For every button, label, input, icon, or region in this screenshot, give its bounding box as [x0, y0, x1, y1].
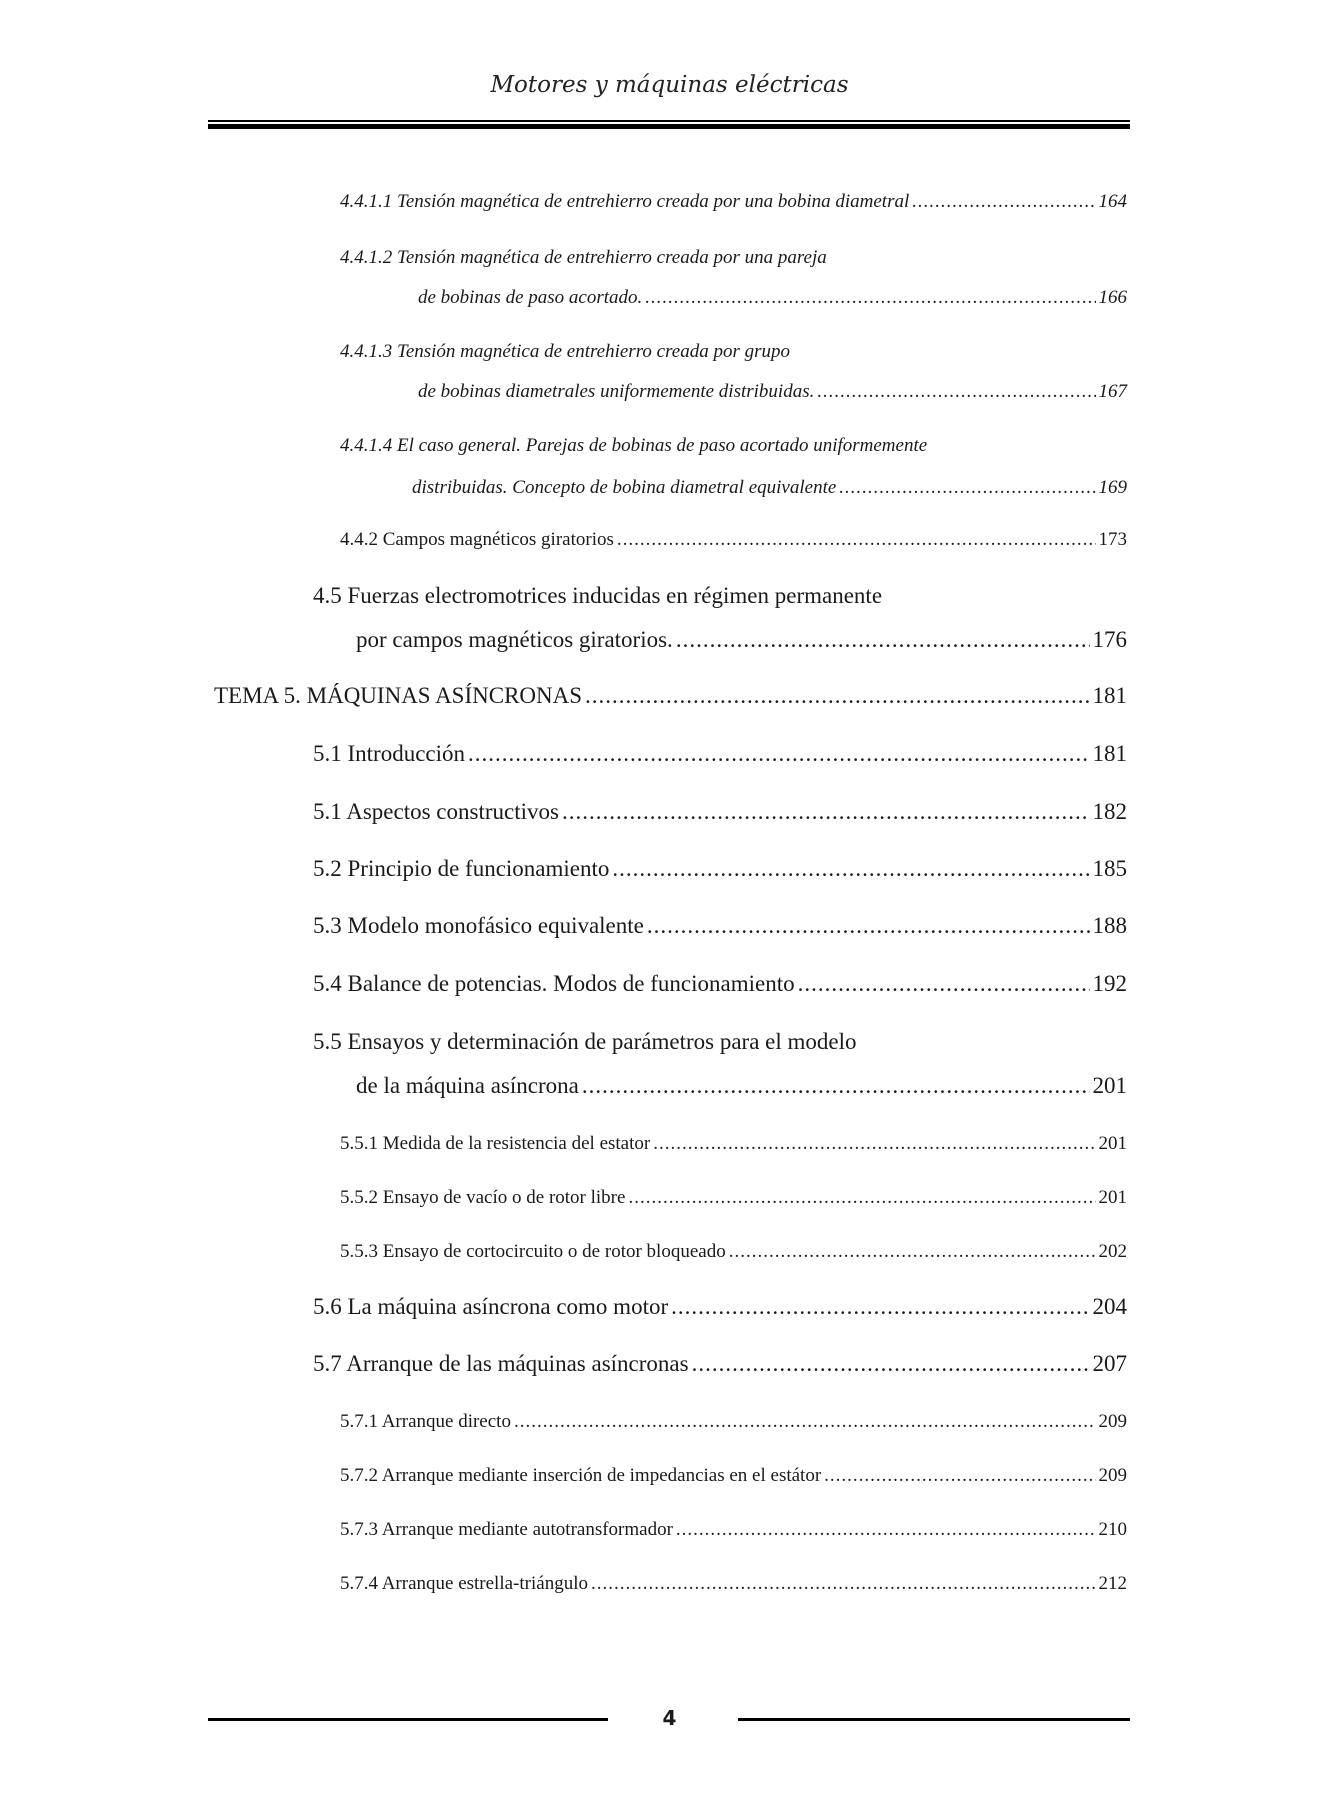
toc-entry-title-continued: de bobinas de paso acortado.	[418, 287, 643, 308]
toc-page-number: 209	[1098, 1465, 1127, 1486]
toc-leader-dots	[582, 1074, 1090, 1097]
toc-entry-5-6[interactable]	[313, 1295, 1127, 1318]
toc-entry-5-5[interactable]	[356, 1074, 1127, 1097]
toc-entry-5-4[interactable]	[313, 972, 1127, 995]
toc-entry-title: 4.4.2 Campos magnéticos giratorios	[340, 529, 614, 550]
toc-entry-4-4-1-2-title: 4.4.1.2 Tensión magnética de entrehierro creada por una pareja	[340, 247, 827, 268]
toc-entry-title: 5.1 Introducción	[313, 741, 466, 766]
toc-leader-dots	[562, 800, 1090, 823]
toc-leader-dots	[817, 382, 1095, 401]
toc-entry-title: 5.7.4 Arranque estrella-triángulo	[340, 1573, 588, 1594]
toc-entry-4-4-2[interactable]	[340, 530, 1127, 549]
toc-entry-5-5-3[interactable]	[340, 1242, 1127, 1261]
toc-entry-title: 5.5.2 Ensayo de vacío o de rotor libre	[340, 1187, 626, 1208]
toc-chapter-tema-5[interactable]	[214, 684, 1127, 707]
toc-entry-title: 5.5.3 Ensayo de cortocircuito o de rotor bloqueado	[340, 1241, 726, 1262]
toc-page-number: 166	[1098, 287, 1127, 308]
toc-entry-4-5[interactable]	[356, 628, 1127, 651]
toc-page-number: 212	[1098, 1573, 1127, 1594]
toc-entry-title: 5.5.1 Medida de la resistencia del estator	[340, 1133, 651, 1154]
toc-entry-title-continued: de bobinas diametrales uniformemente distribuidas.	[418, 381, 815, 402]
header-rule-thick	[208, 124, 1130, 129]
header-rule-thin	[208, 120, 1130, 122]
toc-leader-dots	[671, 1295, 1089, 1318]
toc-entry-4-4-1-3[interactable]	[418, 382, 1127, 401]
toc-page-number: 185	[1092, 856, 1127, 881]
toc-page-number: 169	[1098, 477, 1127, 498]
toc-entry-title: 5.6 La máquina asíncrona como motor	[313, 1294, 669, 1319]
toc-entry-5-5-title: 5.5 Ensayos y determinación de parámetros para el modelo	[313, 1029, 857, 1054]
toc-entry-title: 5.1 Aspectos constructivos	[313, 799, 559, 824]
toc-page-number: 176	[1092, 627, 1127, 652]
toc-entry-4-4-1-3-title: 4.4.1.3 Tensión magnética de entrehierro creada por grupo	[340, 341, 790, 362]
toc-entry-title: 4.4.1.1 Tensión magnética de entrehierro creada por una bobina diametral	[340, 191, 910, 212]
toc-entry-title: 5.7.3 Arranque mediante autotransformador	[340, 1519, 673, 1540]
toc-leader-dots	[798, 972, 1090, 995]
page-number: 4	[662, 1706, 677, 1730]
toc-entry-4-4-1-2[interactable]	[418, 288, 1127, 307]
toc-entry-title: 5.7.1 Arranque directo	[340, 1411, 511, 1432]
toc-entry-title: 5.3 Modelo monofásico equivalente	[313, 913, 644, 938]
toc-page-number: 209	[1098, 1411, 1127, 1432]
toc-page-number: 173	[1098, 529, 1127, 550]
toc-entry-title: 5.7 Arranque de las máquinas asíncronas	[313, 1351, 689, 1376]
toc-page-number: 181	[1092, 741, 1127, 766]
toc-entry-5-5-2[interactable]	[340, 1188, 1127, 1207]
toc-entry-5-1-aspectos[interactable]	[313, 800, 1127, 823]
running-header-title: Motores y máquinas eléctricas	[490, 72, 849, 98]
toc-leader-dots	[692, 1352, 1090, 1375]
toc-leader-dots	[676, 628, 1090, 651]
toc-entry-5-7[interactable]	[313, 1352, 1127, 1375]
toc-entry-5-7-1[interactable]	[340, 1412, 1127, 1431]
toc-entry-5-7-3[interactable]	[340, 1520, 1127, 1539]
toc-chapter-title: TEMA 5. MÁQUINAS ASÍNCRONAS	[214, 683, 583, 708]
toc-entry-4-4-1-1[interactable]	[340, 192, 1127, 211]
toc-page-number: 181	[1092, 683, 1127, 708]
toc-page-number: 207	[1092, 1351, 1127, 1376]
toc-leader-dots	[729, 1242, 1096, 1261]
toc-leader-dots	[645, 288, 1095, 307]
toc-entry-title: 5.2 Principio de funcionamiento	[313, 856, 610, 881]
toc-leader-dots	[824, 1466, 1095, 1485]
toc-leader-dots	[647, 914, 1090, 937]
toc-leader-dots	[591, 1574, 1096, 1593]
toc-leader-dots	[468, 742, 1089, 765]
toc-entry-5-1-introduccion[interactable]	[313, 742, 1127, 765]
toc-entry-title: 5.7.2 Arranque mediante inserción de impedancias en el estátor	[340, 1465, 822, 1486]
footer-rule-right	[738, 1718, 1130, 1721]
toc-entry-5-2[interactable]	[313, 857, 1127, 880]
toc-leader-dots	[585, 684, 1089, 707]
toc-entry-5-7-2[interactable]	[340, 1466, 1127, 1485]
toc-entry-5-5-1[interactable]	[340, 1134, 1127, 1153]
toc-entry-5-7-4[interactable]	[340, 1574, 1127, 1593]
toc-leader-dots	[912, 192, 1095, 211]
toc-leader-dots	[839, 478, 1095, 497]
toc-page-number: 201	[1098, 1133, 1127, 1154]
toc-leader-dots	[612, 857, 1089, 880]
toc-page-number: 204	[1092, 1294, 1127, 1319]
toc-entry-5-3[interactable]	[313, 914, 1127, 937]
toc-page-number: 201	[1092, 1073, 1127, 1098]
toc-entry-title-continued: de la máquina asíncrona	[356, 1073, 579, 1098]
toc-page-number: 201	[1098, 1187, 1127, 1208]
toc-entry-4-5-title: 4.5 Fuerzas electromotrices inducidas en régimen permanente	[313, 583, 883, 608]
toc-page-number: 167	[1098, 381, 1127, 402]
toc-page-number: 202	[1098, 1241, 1127, 1262]
toc-entry-title: 5.4 Balance de potencias. Modos de funcionamiento	[313, 971, 795, 996]
toc-leader-dots	[676, 1520, 1096, 1539]
toc-page-number: 210	[1098, 1519, 1127, 1540]
toc-page-number: 182	[1092, 799, 1127, 824]
toc-entry-title-continued: distribuidas. Concepto de bobina diametral equivalente	[412, 477, 837, 498]
toc-leader-dots	[617, 530, 1096, 549]
toc-page-number: 164	[1098, 191, 1127, 212]
toc-entry-4-4-1-4-title: 4.4.1.4 El caso general. Parejas de bobinas de paso acortado uniformemente	[340, 435, 928, 456]
toc-entry-title-continued: por campos magnéticos giratorios.	[356, 627, 673, 652]
toc-leader-dots	[628, 1188, 1095, 1207]
toc-entry-4-4-1-4[interactable]	[412, 478, 1127, 497]
toc-leader-dots	[653, 1134, 1095, 1153]
toc-leader-dots	[514, 1412, 1096, 1431]
toc-page-number: 188	[1092, 913, 1127, 938]
toc-page-number: 192	[1092, 971, 1127, 996]
